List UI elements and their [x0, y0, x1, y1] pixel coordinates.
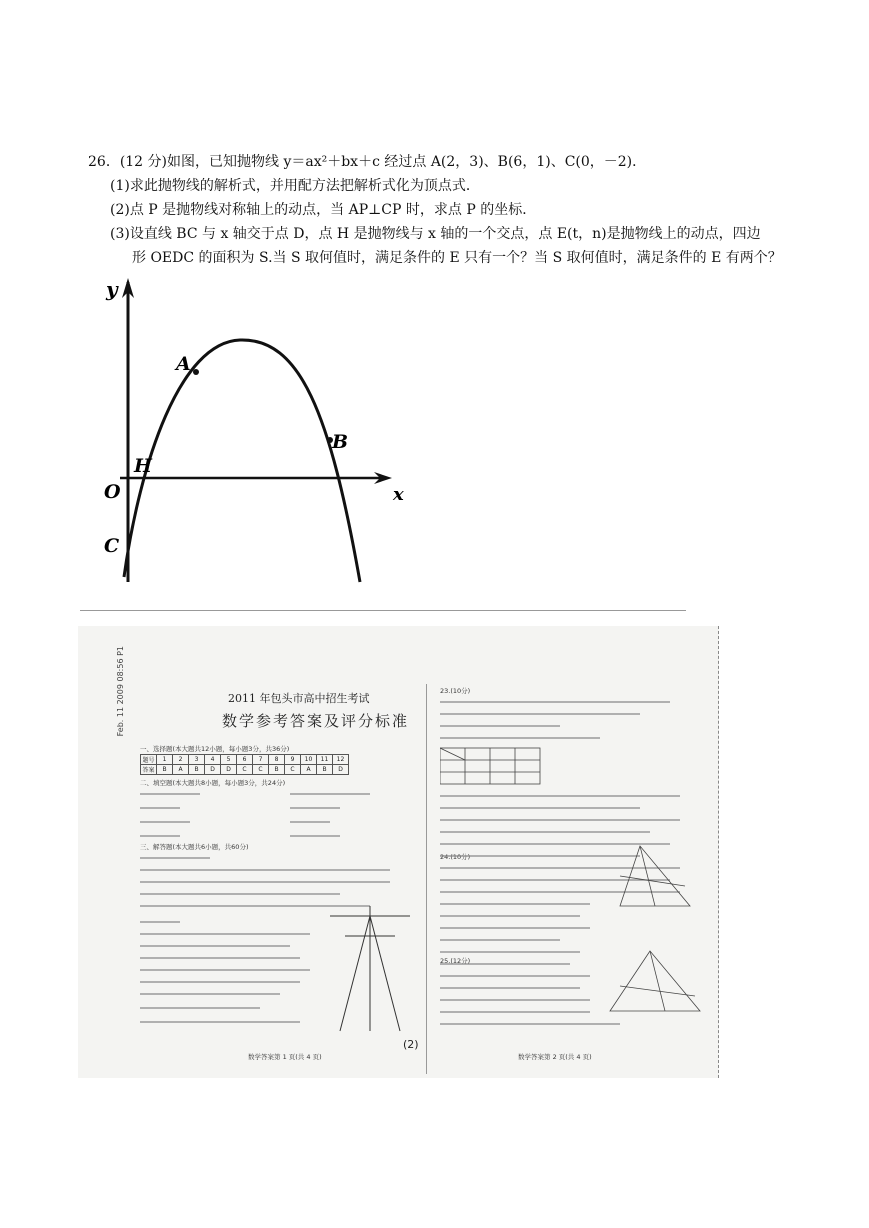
table-cell: B	[157, 765, 173, 775]
table-cell: 8	[269, 755, 285, 765]
x-axis-label: x	[393, 484, 404, 505]
answer-table	[140, 754, 349, 775]
point-h-label: H	[134, 455, 152, 477]
fax-header: Feb. 11 2009 08:56 P1	[116, 646, 125, 737]
table-cell: A	[173, 765, 189, 775]
origin-label: O	[104, 481, 121, 503]
footer-right: 数学答案第 2 页(共 4 页)	[518, 1053, 592, 1061]
table-cell: B	[317, 765, 333, 775]
table-cell: D	[333, 765, 349, 775]
table-cell: 答案	[141, 765, 157, 775]
scanned-text-lines-left	[140, 786, 415, 1036]
table-cell: B	[269, 765, 285, 775]
point-a-dot	[193, 369, 199, 375]
table-cell: D	[221, 765, 237, 775]
divider-line	[80, 610, 686, 611]
table-cell: A	[301, 765, 317, 775]
point-c-label: C	[104, 535, 120, 557]
table-cell: 4	[205, 755, 221, 765]
table-cell: 9	[285, 755, 301, 765]
scanned-text-lines-right	[440, 696, 710, 1036]
section-1-heading: 一、选择题(本大题共12小题，每小题3分，共36分)	[140, 745, 290, 753]
table-cell: C	[253, 765, 269, 775]
answer-key-subtitle: 数学参考答案及评分标准	[222, 712, 410, 730]
question-25-heading: 25.(12分)	[440, 957, 471, 965]
answer-table-row-numbers	[141, 755, 349, 765]
question-2: (2)点 P 是抛物线对称轴上的动点，当 AP⊥CP 时，求点 P 的坐标．	[110, 202, 537, 218]
question-23-heading: 23.(10分)	[440, 687, 471, 695]
question-3-line-2: 形 OEDC 的面积为 S.当 S 取何值时，满足条件的 E 只有一个？当 S 取何值时，满足条件的 E 有两个？	[132, 250, 782, 266]
table-cell: C	[285, 765, 301, 775]
answer-table-row-answers	[141, 765, 349, 775]
table-cell: 2	[173, 755, 189, 765]
table-cell: 1	[157, 755, 173, 765]
section-3-heading: 三、解答题(本大题共6小题，共60分)	[140, 843, 249, 851]
scan-page-number: (2)	[403, 1038, 419, 1051]
table-cell: D	[205, 765, 221, 775]
y-axis-label: y	[106, 277, 118, 301]
point-b-label: B	[332, 431, 349, 453]
table-cell: 5	[221, 755, 237, 765]
table-cell: C	[237, 765, 253, 775]
question-1: (1)求此抛物线的解析式，并用配方法把解析式化为顶点式．	[110, 178, 480, 194]
answer-key-title: 2011 年包头市高中招生考试	[228, 692, 370, 705]
table-cell: 12	[333, 755, 349, 765]
table-cell: 11	[317, 755, 333, 765]
question-3-line-1: (3)设直线 BC 与 x 轴交于点 D，点 H 是抛物线与 x 轴的一个交点，点 E(t，n)是抛物线上的动点，四边	[110, 226, 761, 242]
table-cell: 3	[189, 755, 205, 765]
scan-column-divider	[426, 684, 427, 1074]
question-24-heading: 24.(10分)	[440, 853, 471, 861]
point-a-label: A	[176, 353, 191, 375]
table-cell: 6	[237, 755, 253, 765]
problem-statement: 26．(12 分)如图，已知抛物线 y＝ax²＋bx＋c 经过点 A(2，3)、B(6，1)、C(0，－2)．	[88, 154, 647, 170]
section-2-heading: 二、填空题(本大题共8小题，每小题3分，共24分)	[140, 779, 286, 787]
table-cell: B	[189, 765, 205, 775]
problem-26	[88, 150, 808, 270]
table-cell: 10	[301, 755, 317, 765]
answer-key-scan	[78, 626, 719, 1078]
parabola-graph	[100, 272, 420, 592]
table-cell: 题号	[141, 755, 157, 765]
table-cell: 7	[253, 755, 269, 765]
footer-left: 数学答案第 1 页(共 4 页)	[248, 1053, 322, 1061]
parabola-curve	[124, 340, 360, 582]
